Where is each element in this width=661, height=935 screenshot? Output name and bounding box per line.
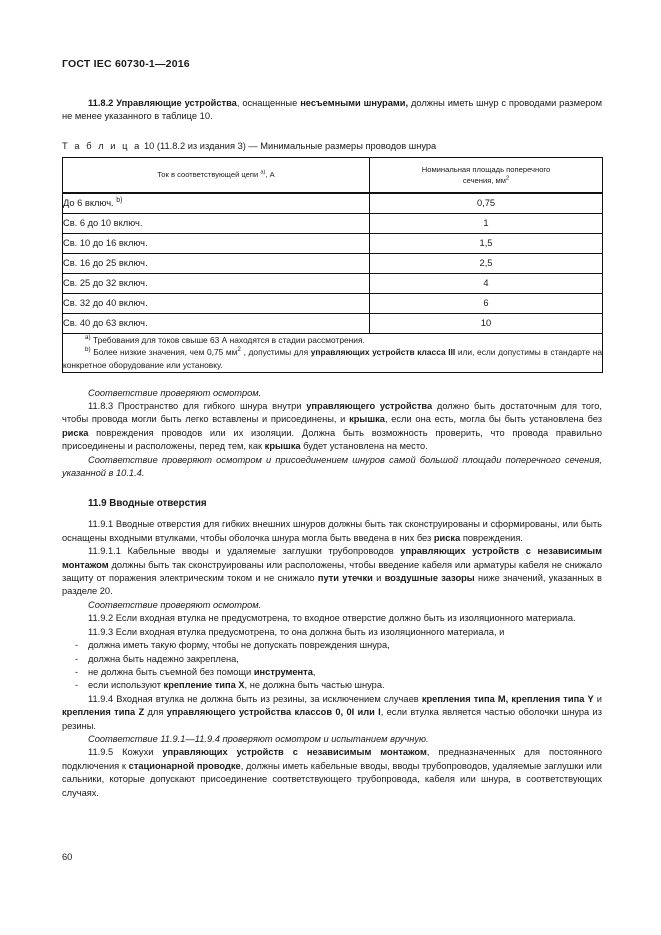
clause-11-9-1-1-text-4: ниже значений, указанных в разделе 20. bbox=[62, 573, 602, 597]
table-caption bbox=[62, 141, 602, 151]
list-item-bold: крепление типа X bbox=[163, 680, 245, 691]
table-header-area-line2: сечения, мм bbox=[462, 175, 506, 185]
clause-11-8-2-bold-2: несъемными шнурами, bbox=[300, 98, 409, 108]
table-row bbox=[63, 273, 603, 293]
clause-11-8-2-bold-1: Управляющие устройства bbox=[116, 98, 237, 108]
table-row bbox=[63, 213, 603, 233]
list-item-text-1: должна иметь такую форму, чтобы не допускать повреждения шнура, bbox=[88, 640, 390, 651]
table-cell-current bbox=[63, 193, 370, 214]
clause-11-9-4-text-1: Входная втулка не должна быть из резины, за исключением случаев bbox=[116, 693, 422, 704]
list-item-text-1: если используют bbox=[88, 680, 164, 691]
table-cell-area: 1 bbox=[370, 213, 603, 233]
bullet-dash: - bbox=[75, 640, 79, 651]
list-item-text-2: , bbox=[312, 666, 316, 677]
table-header-current-unit: , А bbox=[265, 170, 275, 180]
clause-11-9-1 bbox=[62, 518, 602, 545]
footnote-b-marker: b) bbox=[85, 346, 91, 354]
clause-11-9-5-bold-1: управляющих устройств с независимым монтажом bbox=[162, 747, 427, 758]
clause-11-9-1-1-bold-1: управляющих устройств с независимым монтажом bbox=[62, 546, 602, 570]
clause-11-9-4-bold-2: крепления типа Z bbox=[62, 707, 145, 718]
page-number: 60 bbox=[62, 852, 73, 862]
clause-11-8-3-bold-3: риска bbox=[62, 427, 89, 438]
clause-11-9-3-text: Если входная втулка предусмотрена, то она должна быть из изоляционного материала, и bbox=[115, 626, 505, 637]
clause-11-9-5-text-2: , предназначенных для постоянного подключения к bbox=[62, 747, 602, 771]
table-row bbox=[63, 233, 603, 253]
footnote-b-bold: управляющих устройств класса III bbox=[310, 347, 456, 358]
list-item bbox=[62, 653, 602, 666]
table-header-area-line1: Номинальная площадь поперечного bbox=[421, 164, 551, 174]
clause-11-9-4-bold-1: крепления типа M, крепления типа Y bbox=[421, 693, 594, 704]
footnote-a bbox=[63, 334, 602, 347]
clause-11-9-5-bold-2: стационарной проводке bbox=[128, 760, 241, 771]
table-cell-area: 4 bbox=[370, 273, 603, 293]
clause-11-8-2-text-2: должны иметь шнур с проводами размером не менее указанного в таблице 10. bbox=[62, 98, 602, 122]
table-cell-area: 0,75 bbox=[370, 193, 603, 214]
clause-11-8-3-bold-1: управляющего устройства bbox=[306, 401, 433, 411]
list-item bbox=[62, 639, 602, 652]
clause-11-9-1-bold-1: риска bbox=[433, 532, 461, 543]
cord-conductor-size-table bbox=[62, 157, 603, 373]
clause-11-8-3-text-5: будет установлена на место. bbox=[300, 441, 428, 452]
table-cell-area: 1,5 bbox=[370, 233, 603, 253]
footnote-b-text-1: Более низкие значения, чем 0,75 мм bbox=[90, 347, 238, 358]
table-cell-area: 2,5 bbox=[370, 253, 603, 273]
list-item-text-1: должна быть надежно закреплена, bbox=[88, 653, 239, 664]
clause-11-9-1-1 bbox=[62, 545, 602, 599]
table-row bbox=[63, 193, 603, 214]
table-cell-area: 6 bbox=[370, 293, 603, 313]
list-item-bold: инструмента bbox=[253, 666, 313, 677]
clause-11-8-3-bold-4: крышка bbox=[264, 441, 301, 452]
table-cell-current-text: Св. 16 до 25 включ. bbox=[63, 258, 148, 269]
clause-11-8-2-text-1: , оснащенные bbox=[236, 98, 301, 108]
clause-11-8-3-text-3: , если она есть, могла бы быть установлена без bbox=[384, 414, 602, 425]
list-item bbox=[62, 666, 602, 679]
footnote-b-exponent: 2 bbox=[237, 346, 241, 354]
clause-11-9-5-number: 11.9.5 bbox=[88, 747, 123, 758]
clause-11-9-2-number: 11.9.2 bbox=[88, 613, 116, 624]
clause-11-9-4-number: 11.9.4 bbox=[88, 693, 117, 704]
table-row bbox=[63, 313, 603, 333]
table-cell-footnote-ref: b) bbox=[116, 197, 123, 205]
clause-11-8-2-number: 11.8.2 bbox=[88, 98, 117, 108]
list-item bbox=[62, 679, 602, 692]
table-header-area-exponent: 2 bbox=[505, 175, 510, 182]
table-cell-current-text: Св. 10 до 16 включ. bbox=[63, 238, 148, 249]
clause-11-9-4-text-3: для bbox=[144, 707, 167, 718]
compliance-statement-1: Соответствие проверяют осмотром. bbox=[88, 387, 262, 398]
clause-11-8-3-text-4: повреждения проводов или их изоляции. Должна быть возможность проверить, что провода правильно присоединены и расположены, перед тем, как bbox=[62, 427, 602, 452]
clause-11-8-3 bbox=[62, 400, 602, 454]
clause-11-9-2 bbox=[62, 612, 602, 625]
footnote-a-marker: a) bbox=[85, 334, 91, 342]
clause-11-9-3 bbox=[62, 626, 602, 639]
table-cell-current-text: Св. 25 до 32 включ. bbox=[63, 278, 148, 289]
clause-11-9-1-1-bold-2: пути утечки bbox=[317, 573, 373, 584]
table-header-row bbox=[63, 157, 603, 193]
table-caption-label: Т а б л и ц а bbox=[62, 140, 142, 151]
clause-11-9-1-text: Вводные отверстия для гибких внешних шнуров должны быть так сконструированы и сформированы, или быть оснащены входными втулками, чтобы оболочка шнура могла быть введена в них без bbox=[62, 519, 602, 543]
clause-11-9-1-number: 11.9.1 bbox=[88, 519, 116, 530]
table-header-current-footnote-ref: a) bbox=[260, 169, 266, 176]
clause-11-8-3-text-2: должно быть достаточным для того, чтобы провода могли быть легко вставлены и присоединены, и bbox=[62, 401, 602, 425]
clause-11-9-1-1-number: 11.9.1.1 bbox=[88, 546, 128, 557]
clause-11-9-4 bbox=[62, 693, 602, 733]
table-cell-current-text: Св. 40 до 63 включ. bbox=[63, 318, 148, 329]
clause-11-9-4-text-4: , если втулка является частью оболочки шнура из резины. bbox=[62, 707, 602, 731]
compliance-statement-3: Соответствие проверяют осмотром. bbox=[88, 599, 262, 610]
bullet-dash: - bbox=[75, 666, 79, 677]
table-body bbox=[63, 193, 603, 372]
clause-11-9-1-1-bold-3: воздушные зазоры bbox=[384, 573, 475, 584]
document-header: ГОСТ IEC 60730-1—2016 bbox=[62, 58, 190, 70]
clause-11-9-1-1-text-2: должны быть так сконструированы или расположены, чтобы введение кабеля или арматуры кабеля не снижало защиту от поражения электрическим током и не снижало bbox=[62, 559, 602, 584]
table-cell-current-text: Св. 32 до 40 включ. bbox=[63, 298, 148, 309]
compliance-statement-2: Соответствие проверяют осмотром и присоединением шнуров самой большой площади поперечного сечения, указанной в 10.1.4. bbox=[62, 454, 602, 479]
bullet-dash: - bbox=[75, 680, 79, 691]
clause-11-9-2-text: Если входная втулка не предусмотрена, то входное отверстие должно быть из изоляционного материала. bbox=[115, 613, 576, 624]
clause-11-8-3-number: 11.8.3 bbox=[88, 401, 118, 411]
clause-11-9-4-text-2: и bbox=[593, 693, 602, 704]
table-cell-current bbox=[63, 273, 370, 293]
page-content bbox=[62, 58, 602, 800]
clause-11-9-3-number: 11.9.3 bbox=[88, 626, 116, 637]
clause-11-9-1-1-text-3: и bbox=[372, 573, 385, 584]
clause-11-9-4-bold-3: управляющего устройства классов 0, 0I или I bbox=[166, 707, 381, 718]
list-item-text-2: , не должна быть частью шнура. bbox=[244, 680, 385, 691]
table-cell-current bbox=[63, 233, 370, 253]
table-header-area bbox=[370, 157, 603, 193]
table-header-current-text: Ток в соответствующей цепи bbox=[157, 170, 261, 180]
table-row bbox=[63, 253, 603, 273]
clause-11-8-3-text-1: Пространство для гибкого шнура внутри bbox=[117, 401, 307, 411]
list-item-text-1: не должна быть съемной без помощи bbox=[88, 666, 254, 677]
table-footnotes-row bbox=[63, 333, 603, 372]
table-caption-rest: 10 (11.8.2 из издания 3) — Минимальные размеры проводов шнура bbox=[141, 140, 437, 151]
clause-11-9-5 bbox=[62, 746, 602, 800]
table-header-current bbox=[63, 157, 370, 193]
table-cell-current bbox=[63, 293, 370, 313]
table-cell-current-text: До 6 включ. bbox=[63, 198, 117, 209]
footnote-b bbox=[63, 346, 602, 371]
table-cell-area: 10 bbox=[370, 313, 603, 333]
footnote-b-text-3: или, если допустимы в стандарте на конкретное оборудование или установку. bbox=[63, 347, 602, 370]
table-footnotes bbox=[63, 333, 603, 372]
table-cell-current bbox=[63, 213, 370, 233]
clause-11-9-1-text-2: повреждения. bbox=[460, 532, 523, 543]
compliance-statement-4: Соответствие 11.9.1—11.9.4 проверяют осмотром и испытанием вручную. bbox=[88, 733, 429, 744]
clause-11-9-1-1-text-1: Кабельные вводы и удаляемые заглушки трубопроводов bbox=[127, 546, 401, 557]
section-heading-11-9: 11.9 Вводные отверстия bbox=[88, 498, 207, 510]
clause-11-8-3-bold-2: крышка bbox=[349, 414, 385, 425]
table-cell-current bbox=[63, 253, 370, 273]
table-cell-current-text: Св. 6 до 10 включ. bbox=[63, 218, 143, 229]
table-row bbox=[63, 293, 603, 313]
bullet-dash: - bbox=[75, 653, 79, 664]
clause-11-9-5-text-3: , должны иметь кабельные вводы, вводы трубопроводов, удаляемые заглушки или сальники, которые допускают присоединение соответствующего трубопровода, кабеля или шнура, в соответствующих случаях. bbox=[62, 760, 602, 798]
clause-11-9-3-bullet-list bbox=[62, 639, 602, 693]
clause-11-9-5-text-1: Кожухи bbox=[122, 747, 163, 758]
footnote-a-text: Требования для токов свыше 63 А находятся в стадии рассмотрения. bbox=[90, 334, 365, 345]
footnote-b-text-2: , допустимы для bbox=[240, 347, 311, 358]
table-cell-current bbox=[63, 313, 370, 333]
clause-11-8-2 bbox=[62, 97, 602, 124]
